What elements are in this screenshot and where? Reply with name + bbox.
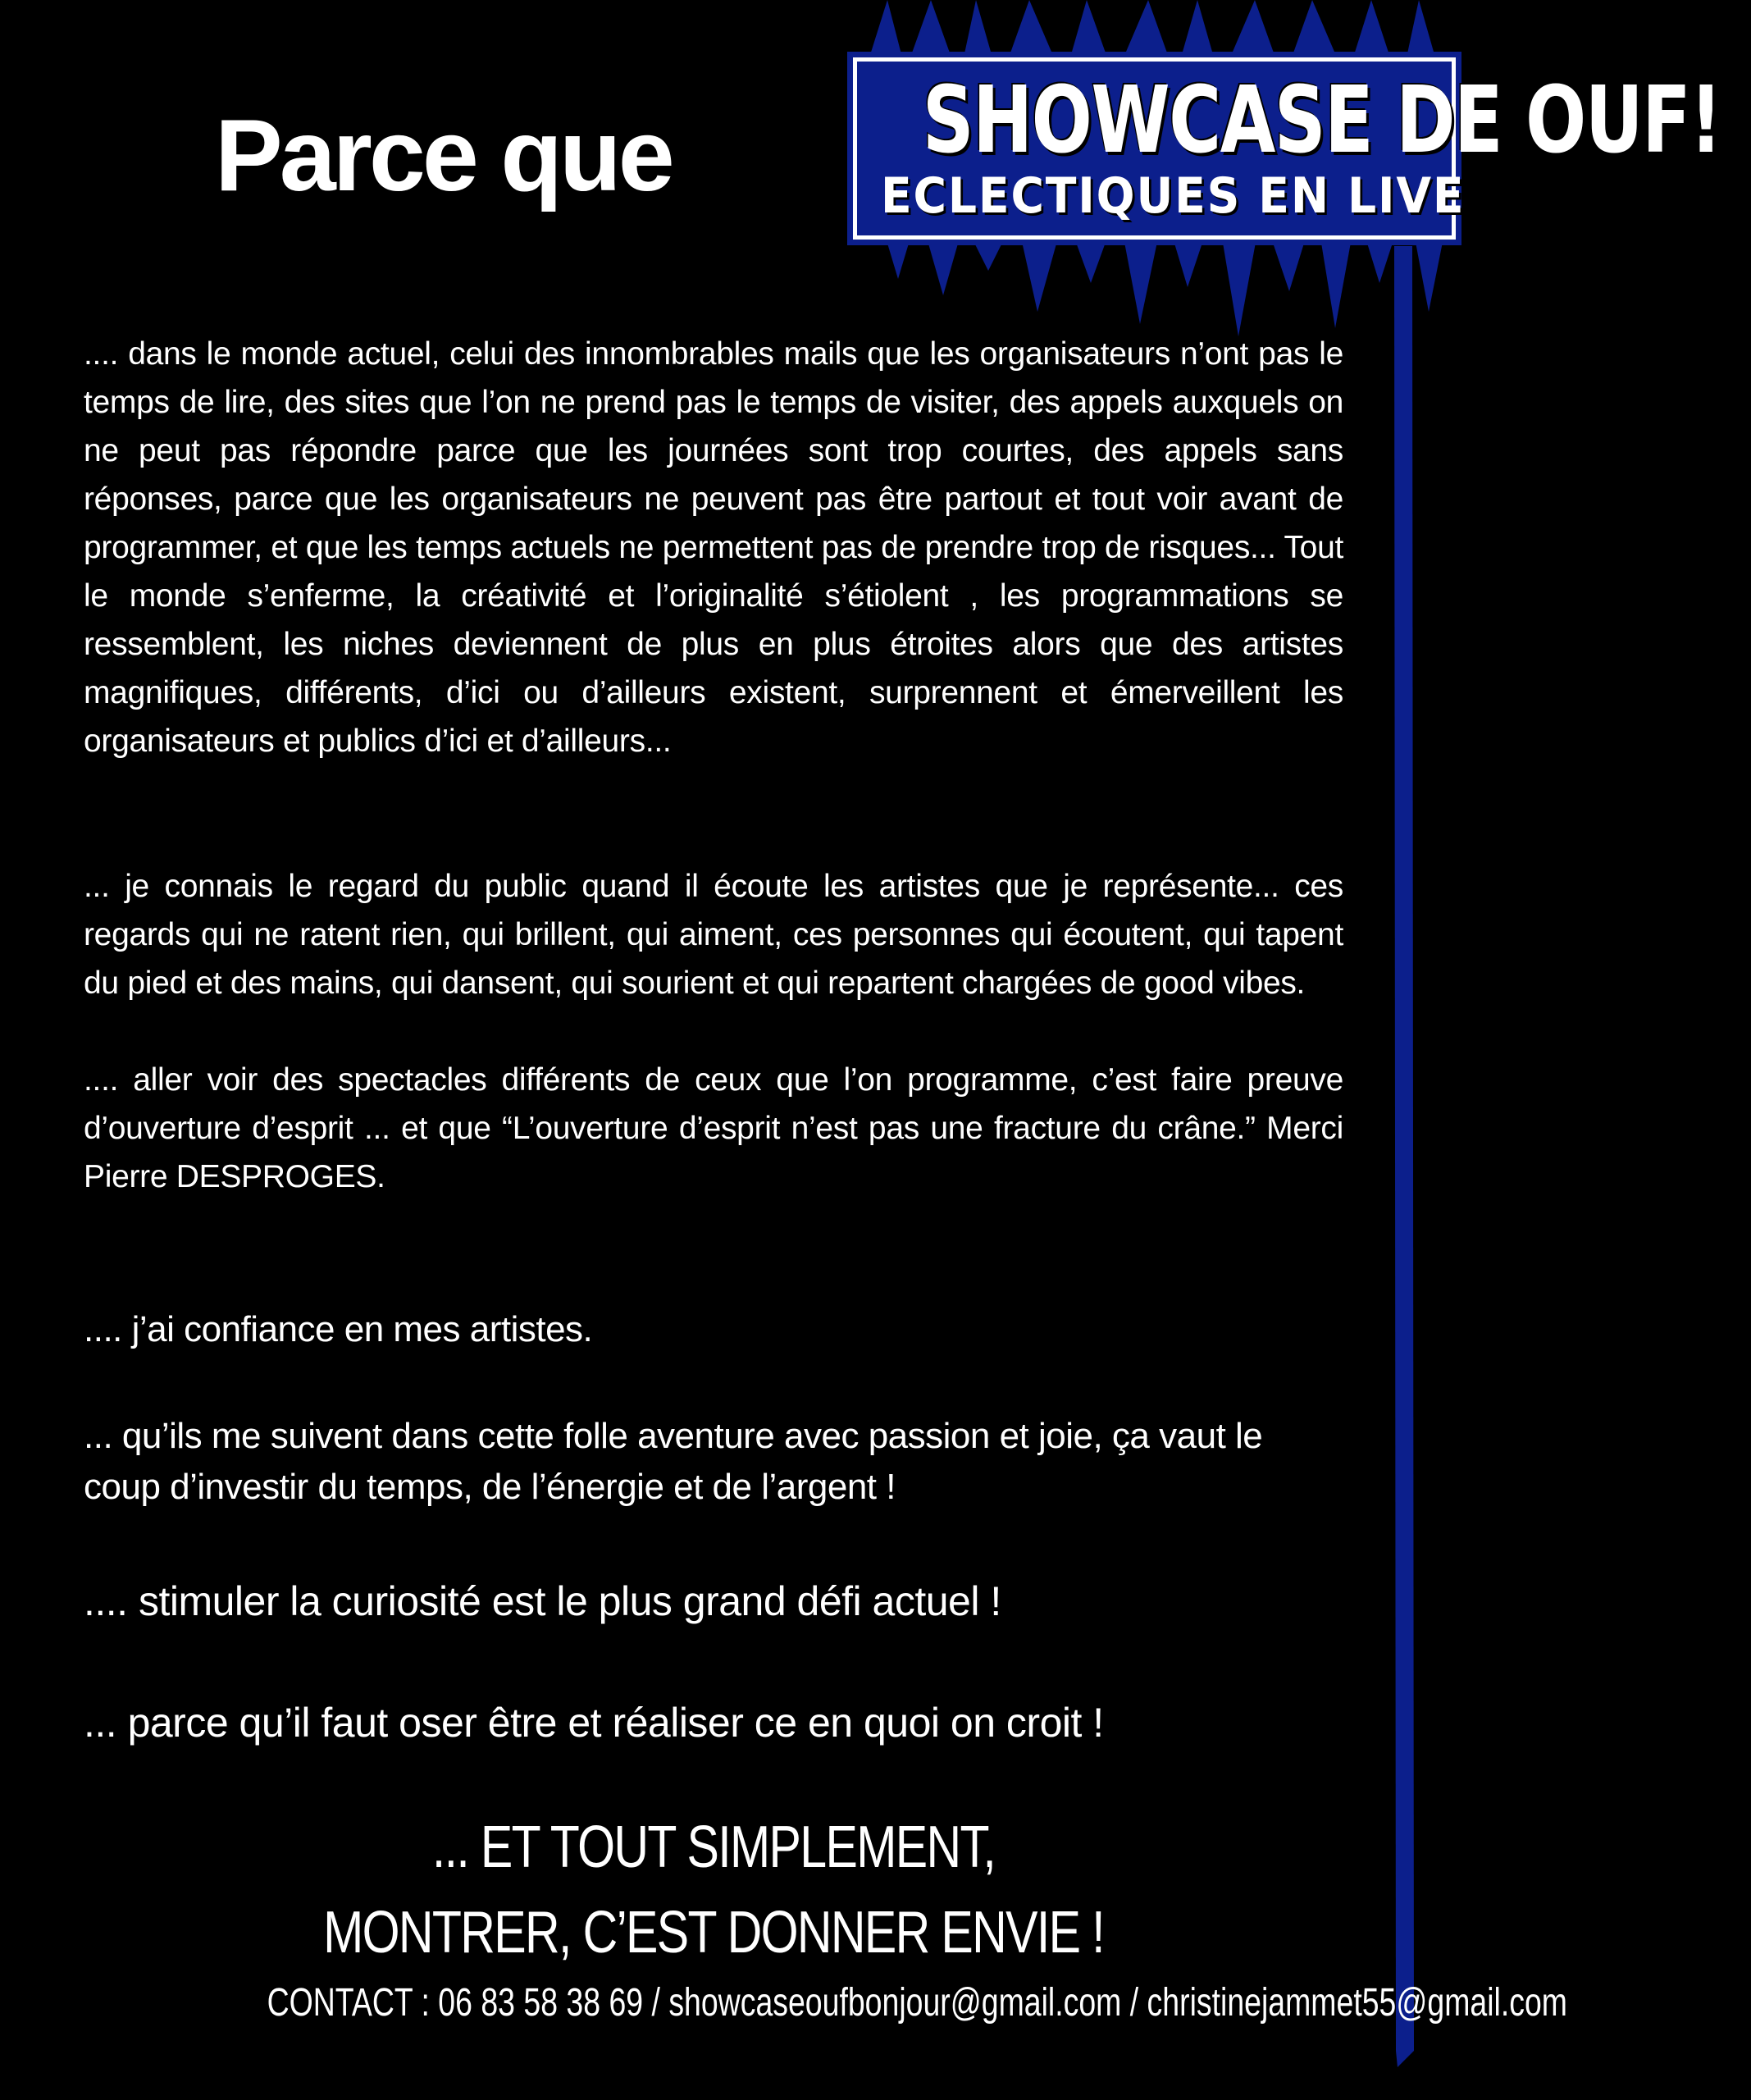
page-heading: Parce que <box>215 99 672 212</box>
contact-line <box>84 1979 1567 2028</box>
paragraph-ouverture-esprit: .... aller voir des spectacles différents de ceux que l’on programme, c’est faire preuve d’ouverture d’esprit ... et que “L’ouverture d’esprit n’est pas une fracture du crâne.” Merci Pierre DESPROGES. <box>84 1062 1343 1194</box>
paragraph-regard-public: ... je connais le regard du public quand il écoute les artistes que je représente... ces regards qui ne ratent rien, qui brillent, qui aiment, ces personnes qui écoutent, qui tapent du pied et des mains, qui dansent, qui sourient et qui repartent chargées de good vibes. <box>84 869 1343 1001</box>
paragraph-oser: ... parce qu’il faut oser être et réaliser ce en quoi on croit ! <box>84 1700 1104 1746</box>
body-text <box>84 330 1343 1746</box>
closing-statement <box>84 1805 1343 1975</box>
closing-line-2: MONTRER, C’EST DONNER ENVIE ! <box>323 1900 1104 1965</box>
paragraph-confiance: .... j’ai confiance en mes artistes. <box>84 1309 593 1349</box>
logo-subtitle: ECLECTIQUES EN LIVE <box>881 167 1466 225</box>
showcase-logo <box>853 57 1721 240</box>
closing-line-1: ... ET TOUT SIMPLEMENT, <box>431 1815 996 1880</box>
contact-text: CONTACT : 06 83 58 38 69 / showcaseoufbonjour@gmail.com / christinejammet55@gmail.com <box>267 1981 1567 2025</box>
paragraph-aventure: ... qu’ils me suivent dans cette folle aventure avec passion et joie, ça vaut le coup d’investir du temps, de l’énergie et de l’argent ! <box>84 1416 1263 1507</box>
paragraph-monde-actuel: .... dans le monde actuel, celui des innombrables mails que les organisateurs n’ont pas le temps de lire, des sites que l’on ne prend pas le temps de visiter, des appels auxquels on ne peut pas répondre parce que les journées sont trop courtes, des appels sans réponses, parce que les organisateurs ne peuvent pas être partout et tout voir avant de programmer, et que les temps actuels ne permettent pas de prendre trop de risques... Tout le monde s’enferme, la créativité et l’originalité s’étiolent , les programmations se ressemblent, les niches deviennent de plus en plus étroites alors que des artistes magnifiques, différents, d’ici ou d’ailleurs existent, surprennent et émerveillent les organisateurs et publics d’ici et d’ailleurs... <box>84 336 1343 759</box>
paragraph-curiosite: .... stimuler la curiosité est le plus grand défi actuel ! <box>84 1578 1001 1624</box>
logo-title: SHOWCASE DE OUF! <box>922 67 1721 174</box>
